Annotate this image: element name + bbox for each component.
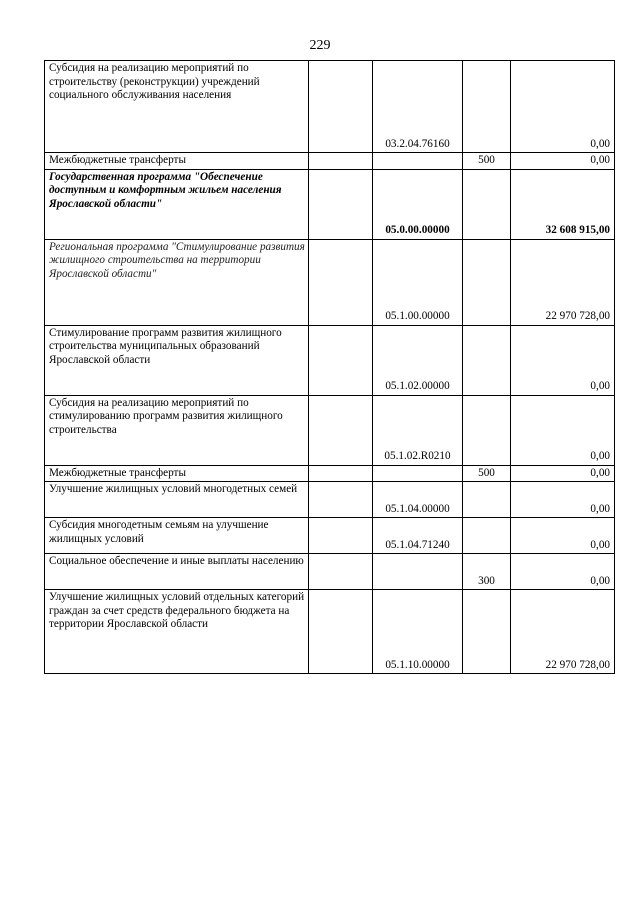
blank-cell [309,465,373,482]
blank-cell [309,395,373,465]
budget-table [44,60,615,674]
row-expense-type [463,395,511,465]
row-amount: 0,00 [511,554,615,590]
table-row [45,239,615,325]
row-amount: 22 970 728,00 [511,239,615,325]
blank-cell [309,325,373,395]
row-name: Улучшение жилищных условий отдельных категорий граждан за счет средств федерального бюджета на территории Ярославской области [45,590,309,674]
blank-cell [309,153,373,170]
row-expense-type [463,482,511,518]
row-name: Межбюджетные трансферты [45,153,309,170]
row-code [373,465,463,482]
row-code: 05.1.02.00000 [373,325,463,395]
row-code [373,153,463,170]
row-name: Улучшение жилищных условий многодетных семей [45,482,309,518]
page-number: 229 [309,38,331,53]
blank-cell [309,554,373,590]
blank-cell [309,590,373,674]
blank-cell [309,61,373,153]
table-row [45,554,615,590]
row-code: 05.1.04.71240 [373,518,463,554]
row-name: Субсидия на реализацию мероприятий по строительству (реконструкции) учреждений социального обслуживания населения [45,61,309,153]
blank-cell [309,482,373,518]
row-expense-type [463,169,511,239]
row-expense-type: 500 [463,465,511,482]
row-amount: 0,00 [511,395,615,465]
table-row [45,325,615,395]
row-amount: 0,00 [511,61,615,153]
row-expense-type: 300 [463,554,511,590]
row-name: Межбюджетные трансферты [45,465,309,482]
row-amount: 0,00 [511,325,615,395]
row-amount: 0,00 [511,482,615,518]
blank-cell [309,169,373,239]
row-name: Государственная программа "Обеспечение доступным и комфортным жильем населения Ярославской области" [45,169,309,239]
table-row [45,482,615,518]
row-name: Субсидия многодетным семьям на улучшение жилищных условий [45,518,309,554]
row-code: 03.2.04.76160 [373,61,463,153]
row-code: 05.0.00.00000 [373,169,463,239]
row-amount: 0,00 [511,153,615,170]
row-expense-type [463,239,511,325]
row-expense-type [463,590,511,674]
row-name: Стимулирование программ развития жилищного строительства муниципальных образований Ярославской области [45,325,309,395]
blank-cell [309,239,373,325]
table-row [45,590,615,674]
row-amount: 32 608 915,00 [511,169,615,239]
table-row [45,153,615,170]
row-code: 05.1.04.00000 [373,482,463,518]
row-expense-type [463,61,511,153]
row-expense-type: 500 [463,153,511,170]
row-code: 05.1.00.00000 [373,239,463,325]
row-amount: 22 970 728,00 [511,590,615,674]
row-name: Региональная программа "Стимулирование развития жилищного строительства на территории Ярославской области" [45,239,309,325]
row-amount: 0,00 [511,465,615,482]
row-name: Субсидия на реализацию мероприятий по стимулированию программ развития жилищного строительства [45,395,309,465]
row-name: Социальное обеспечение и иные выплаты населению [45,554,309,590]
row-code: 05.1.02.R0210 [373,395,463,465]
table-row [45,465,615,482]
table-row [45,518,615,554]
row-amount: 0,00 [511,518,615,554]
row-code [373,554,463,590]
row-expense-type [463,518,511,554]
table-row [45,61,615,153]
row-code: 05.1.10.00000 [373,590,463,674]
table-row [45,169,615,239]
blank-cell [309,518,373,554]
table-row [45,395,615,465]
row-expense-type [463,325,511,395]
